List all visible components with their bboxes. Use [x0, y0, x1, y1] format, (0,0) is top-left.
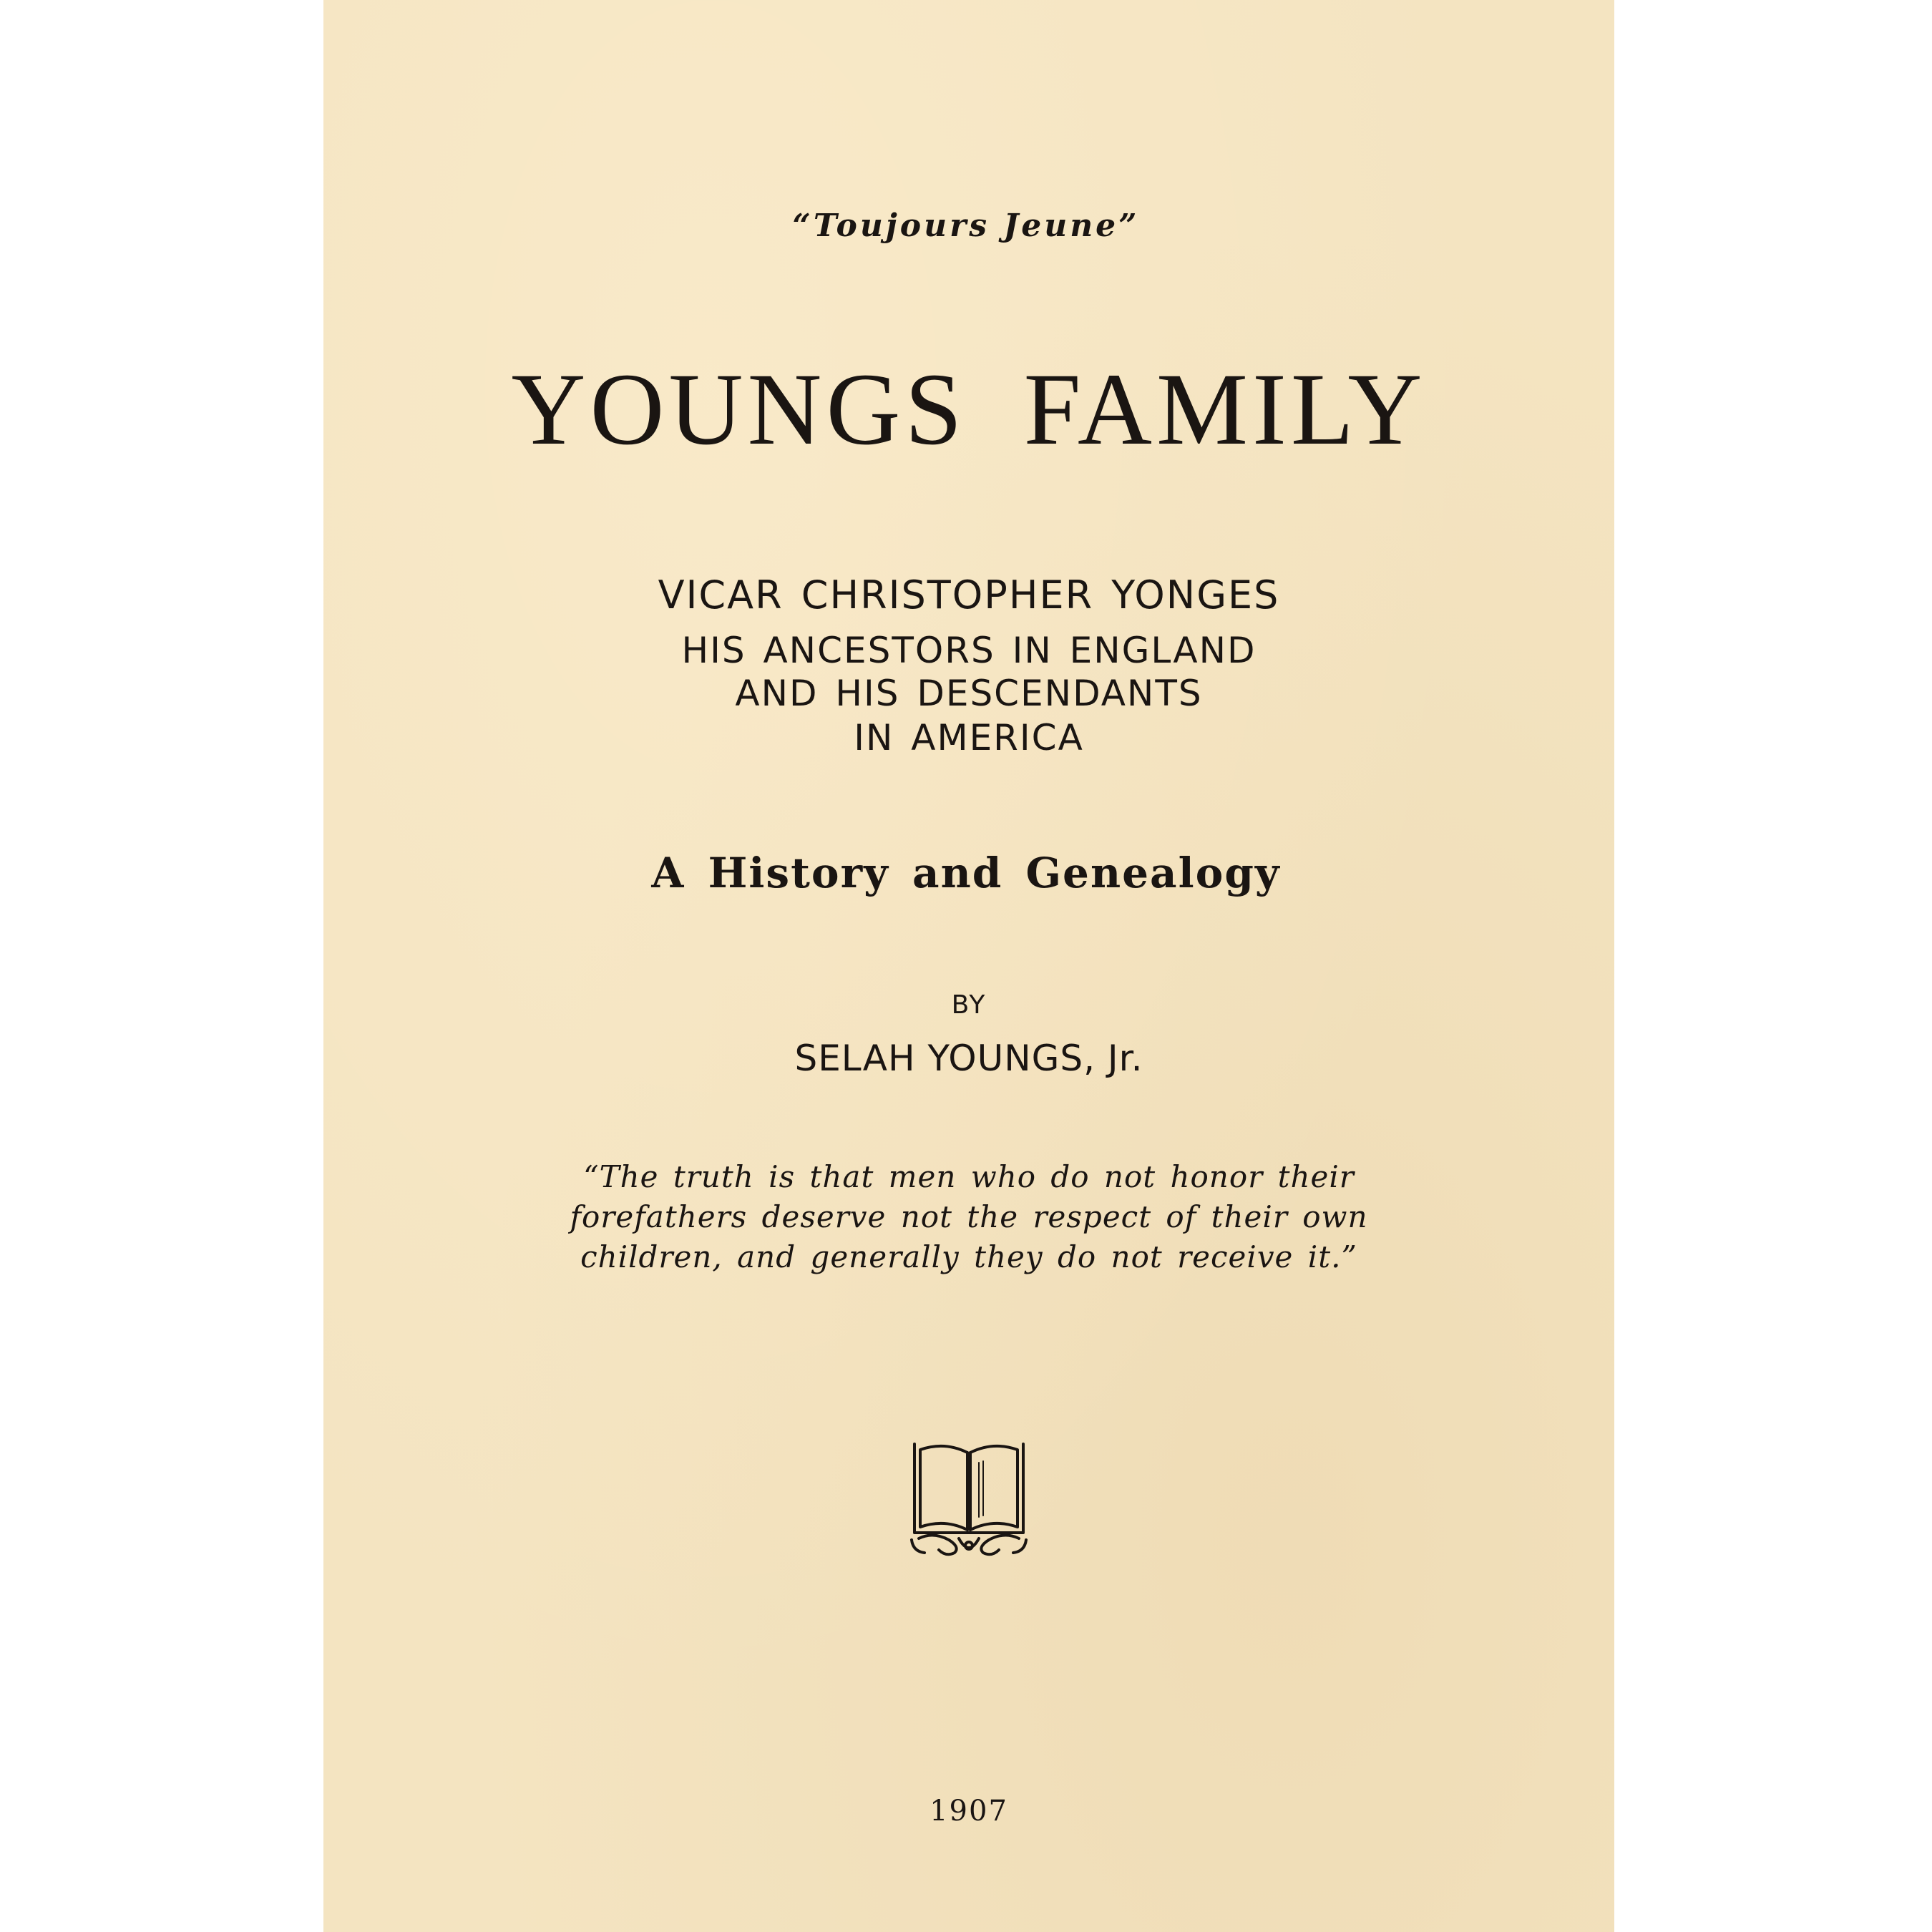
subheading: A History and Genealogy — [651, 849, 1281, 897]
author-name: SELAH YOUNGS, Jr. — [794, 1038, 1143, 1079]
subtitle-line: AND HIS DESCENDANTS — [735, 673, 1203, 714]
epigraph-line: “The truth is that men who do not honor their — [583, 1159, 1355, 1194]
publication-year: 1907 — [930, 1795, 1008, 1828]
subtitle-line: VICAR CHRISTOPHER YONGES — [658, 572, 1280, 618]
epigraph-line: children, and generally they do not receive it.” — [580, 1239, 1357, 1274]
subtitle-line: IN AMERICA — [854, 717, 1084, 758]
title-page — [323, 0, 1614, 1932]
epigraph-line: forefathers deserve not the respect of their own — [570, 1199, 1368, 1234]
motto: “Toujours Jeune” — [792, 208, 1140, 244]
subtitle-line: HIS ANCESTORS IN ENGLAND — [681, 630, 1257, 671]
open-book-icon — [904, 1431, 1033, 1560]
by-line: BY — [951, 990, 987, 1020]
book-title: YOUNGS FAMILY — [511, 353, 1427, 467]
